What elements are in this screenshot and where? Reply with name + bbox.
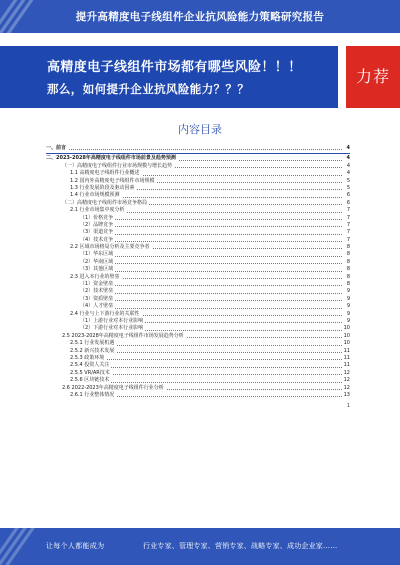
toc-leader-dots bbox=[80, 271, 342, 272]
toc-entry[interactable] bbox=[46, 311, 350, 318]
toc-entry-page: 12 bbox=[343, 384, 350, 391]
toc-entry-page: 9 bbox=[346, 317, 350, 324]
toc-entry[interactable] bbox=[46, 325, 350, 332]
toc-entry[interactable] bbox=[46, 370, 350, 377]
toc-entry-label: 2.5.6 区块链技术 bbox=[70, 377, 110, 384]
toc-leader-dots bbox=[80, 293, 342, 294]
toc-entry-page: 7 bbox=[346, 214, 350, 221]
toc-entry[interactable] bbox=[46, 274, 350, 281]
toc-entry-label: （1）华东区域 bbox=[80, 251, 114, 258]
toc-entry[interactable] bbox=[46, 155, 350, 162]
toc-entry-page: 10 bbox=[343, 332, 350, 339]
toc-entry-label: 2.5.3 政策环境 bbox=[70, 354, 105, 361]
toc-entry-page: 9 bbox=[346, 295, 350, 302]
toc-entry-page: 12 bbox=[343, 369, 350, 376]
recommend-tag: 力荐 bbox=[346, 46, 400, 108]
toc-entry-page: 8 bbox=[346, 266, 350, 273]
toc-entry-page: 13 bbox=[343, 391, 350, 398]
table-of-contents bbox=[46, 145, 350, 409]
toc-entry[interactable] bbox=[46, 215, 350, 222]
toc-entry[interactable] bbox=[46, 348, 350, 355]
toc-leader-dots bbox=[70, 359, 342, 360]
hero-headline: 高精度电子线组件市场都有哪些风险！！！ bbox=[47, 60, 302, 75]
toc-entry-page: 8 bbox=[346, 281, 350, 288]
hero-subheadline: 那么，如何提升企业抗风险能力？？？ bbox=[47, 82, 250, 96]
toc-entry[interactable] bbox=[46, 392, 350, 399]
toc-leader-dots bbox=[80, 308, 342, 309]
toc-entry-label: 1.1 高精度电子线组件行业概述 bbox=[70, 170, 140, 177]
toc-entry-page: 5 bbox=[346, 177, 350, 184]
toc-entry-page: 4 bbox=[346, 170, 350, 177]
toc-entry-label: 2.5 2023-2028年高精度电子线组件市场发展趋势分析 bbox=[62, 332, 184, 339]
toc-entry-page: 10 bbox=[343, 325, 350, 332]
toc-entry-page: 8 bbox=[346, 251, 350, 258]
toc-entry-label: （1）上游行业对本行业影响 bbox=[80, 317, 144, 324]
toc-entry-page: 9 bbox=[346, 310, 350, 317]
toc-entry[interactable] bbox=[46, 178, 350, 185]
toc-entry-label: 2.6.1 行业整体情况 bbox=[70, 391, 115, 398]
toc-entry-label: （2）品牌竞争 bbox=[80, 221, 114, 228]
toc-entry-label: 2.5.1 行业发展机遇 bbox=[70, 340, 115, 347]
toc-entry-label: 二、2023-2028年高精度电子线组件市场前景及趋势预测 bbox=[46, 155, 176, 162]
hero-banner bbox=[0, 46, 400, 108]
toc-entry-label: （4）人才壁垒 bbox=[80, 303, 114, 310]
toc-entry[interactable] bbox=[46, 229, 350, 236]
toc-leader-dots bbox=[80, 285, 342, 286]
footer-roles: 行业专家、管理专家、营销专家、战略专家、成功企业家…… bbox=[143, 542, 338, 550]
toc-entry[interactable] bbox=[46, 377, 350, 384]
toc-leader-dots bbox=[80, 226, 342, 227]
toc-entry-label: （4）技术竞争 bbox=[80, 236, 114, 243]
toc-entry[interactable] bbox=[46, 288, 350, 295]
toc-entry-page: 5 bbox=[346, 184, 350, 191]
toc-entry-label: 2.2 区域市场格局分析及主要竞争者 bbox=[70, 244, 150, 251]
toc-entry-page: 9 bbox=[346, 303, 350, 310]
toc-entry-page: 8 bbox=[346, 273, 350, 280]
toc-entry-label: （3）其他区域 bbox=[80, 266, 114, 273]
toc-entry-label: 1.4 行业市场规模预测 bbox=[70, 192, 120, 199]
toc-entry[interactable] bbox=[46, 192, 350, 199]
toc-leader-dots bbox=[80, 256, 342, 257]
toc-entry-page: 11 bbox=[343, 347, 350, 354]
toc-entry-page: 8 bbox=[346, 258, 350, 265]
toc-entry[interactable] bbox=[46, 362, 350, 369]
toc-entry-page: 7 bbox=[346, 236, 350, 243]
toc-entry-page: 4 bbox=[346, 155, 350, 162]
toc-entry-label: （2）技术壁垒 bbox=[80, 288, 114, 295]
toc-entry[interactable] bbox=[46, 340, 350, 347]
footer-stripe-decoration bbox=[0, 528, 30, 565]
page-number: 1 bbox=[346, 403, 350, 410]
footer-banner bbox=[0, 528, 400, 565]
toc-entry-label: 2.5.2 新兴技术发展 bbox=[70, 347, 115, 354]
footer-slogan: 让每个人都能成为 bbox=[46, 542, 105, 550]
toc-entry-page: 7 bbox=[346, 221, 350, 228]
toc-leader-dots bbox=[46, 149, 342, 150]
toc-entry[interactable] bbox=[46, 207, 350, 214]
toc-entry-label: （一）高精度电子线组件行业市场规模与增长趋势 bbox=[62, 162, 173, 169]
toc-entry-page: 11 bbox=[343, 354, 350, 361]
toc-leader-dots bbox=[80, 300, 342, 301]
toc-entry-page: 11 bbox=[343, 362, 350, 369]
toc-entry[interactable] bbox=[46, 385, 350, 392]
toc-entry-page: 10 bbox=[343, 340, 350, 347]
toc-entry-label: （1）价格竞争 bbox=[80, 214, 114, 221]
toc-entry-page: 4 bbox=[346, 145, 350, 151]
toc-entry-label: （3）资质壁垒 bbox=[80, 295, 114, 302]
header-banner bbox=[0, 0, 400, 33]
toc-entry-page: 8 bbox=[346, 244, 350, 251]
toc-entry-label: 2.1 行业市场集中度分析 bbox=[70, 207, 125, 214]
toc-entry-page: 6 bbox=[346, 199, 350, 206]
toc-entry-page: 6 bbox=[346, 192, 350, 199]
toc-entry-label: 2.5.5 VR/AR技术 bbox=[70, 369, 110, 376]
toc-leader-dots bbox=[80, 241, 342, 242]
toc-entry-page: 4 bbox=[346, 162, 350, 169]
toc-entry[interactable] bbox=[46, 251, 350, 258]
toc-entry-page: 9 bbox=[346, 288, 350, 295]
toc-entry-label: 2.3 进入本行业的壁垒 bbox=[70, 273, 120, 280]
toc-leader-dots bbox=[80, 234, 342, 235]
toc-entry-label: （2）下游行业对本行业影响 bbox=[80, 325, 144, 332]
toc-entry-label: 1.3 行业发展阶段及驱动因素 bbox=[70, 184, 135, 191]
toc-entry-label: 1.2 国内外高精度电子线组件市场规模 bbox=[70, 177, 155, 184]
toc-entry-page: 7 bbox=[346, 229, 350, 236]
toc-leader-dots bbox=[80, 263, 342, 264]
toc-entry[interactable] bbox=[46, 237, 350, 244]
toc-leader-dots bbox=[80, 219, 342, 220]
toc-entry-label: 2.6 2022-2023年高精度电子线组件行业分析 bbox=[62, 384, 164, 391]
toc-entry[interactable] bbox=[46, 303, 350, 310]
toc-entry-label: （2）华南区域 bbox=[80, 258, 114, 265]
toc-entry-label: （3）渠道竞争 bbox=[80, 229, 114, 236]
toc-heading: 内容目录 bbox=[178, 123, 222, 136]
toc-entry-page: 12 bbox=[343, 377, 350, 384]
toc-entry-page: 7 bbox=[346, 207, 350, 214]
toc-entry[interactable] bbox=[46, 170, 350, 177]
toc-entry-label: 一、前言 bbox=[46, 145, 67, 151]
toc-entry-label: 2.4 行业与上下游行业的关联性 bbox=[70, 310, 140, 317]
toc-entry[interactable] bbox=[46, 145, 350, 152]
toc-entry-label: （1）资金壁垒 bbox=[80, 281, 114, 288]
header-title: 提升高精度电子线组件企业抗风险能力策略研究报告 bbox=[75, 11, 325, 23]
toc-entry-label: 2.5.4 投资人关注 bbox=[70, 362, 110, 369]
toc-entry[interactable] bbox=[46, 266, 350, 273]
toc-entry-label: （二）高精度电子线组件市场竞争格局 bbox=[62, 199, 148, 206]
